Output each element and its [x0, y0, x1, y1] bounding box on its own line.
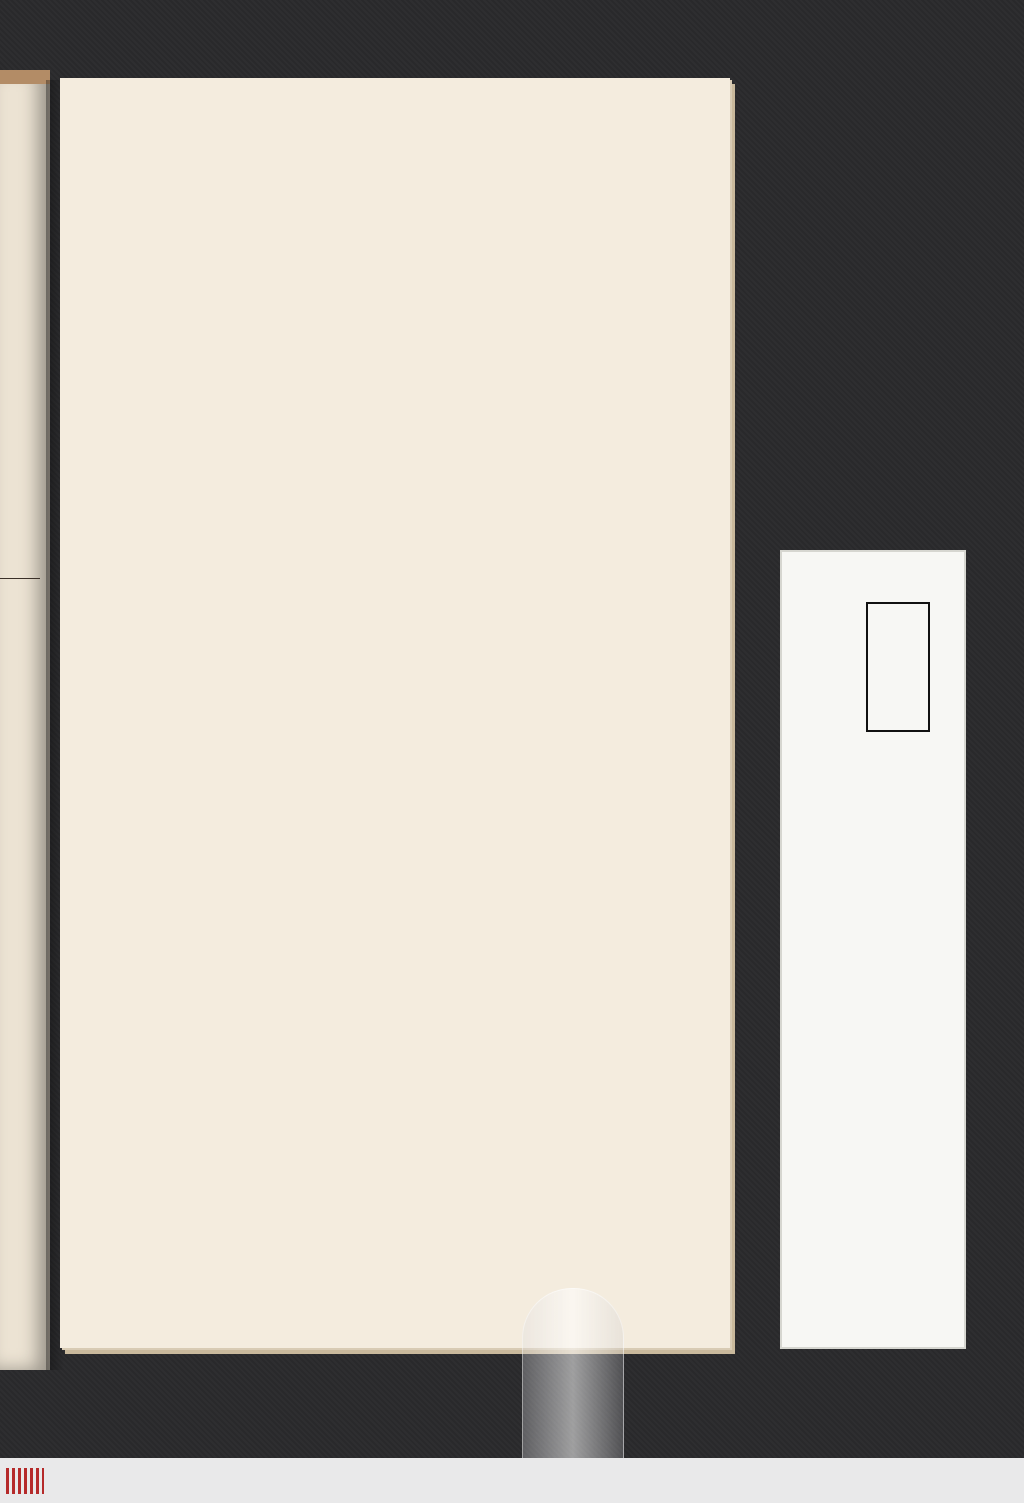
barcode-icon	[6, 1468, 44, 1494]
page-holder-clip	[522, 1288, 624, 1460]
color-scale-card	[780, 550, 966, 1349]
previous-page-rule	[0, 578, 40, 579]
credit-bar	[0, 1458, 1024, 1503]
previous-page-sliver	[0, 70, 50, 1370]
cm-ruler	[874, 912, 922, 1322]
book-page	[60, 78, 730, 1348]
page-edge	[0, 70, 50, 84]
gray-patches	[866, 602, 930, 732]
